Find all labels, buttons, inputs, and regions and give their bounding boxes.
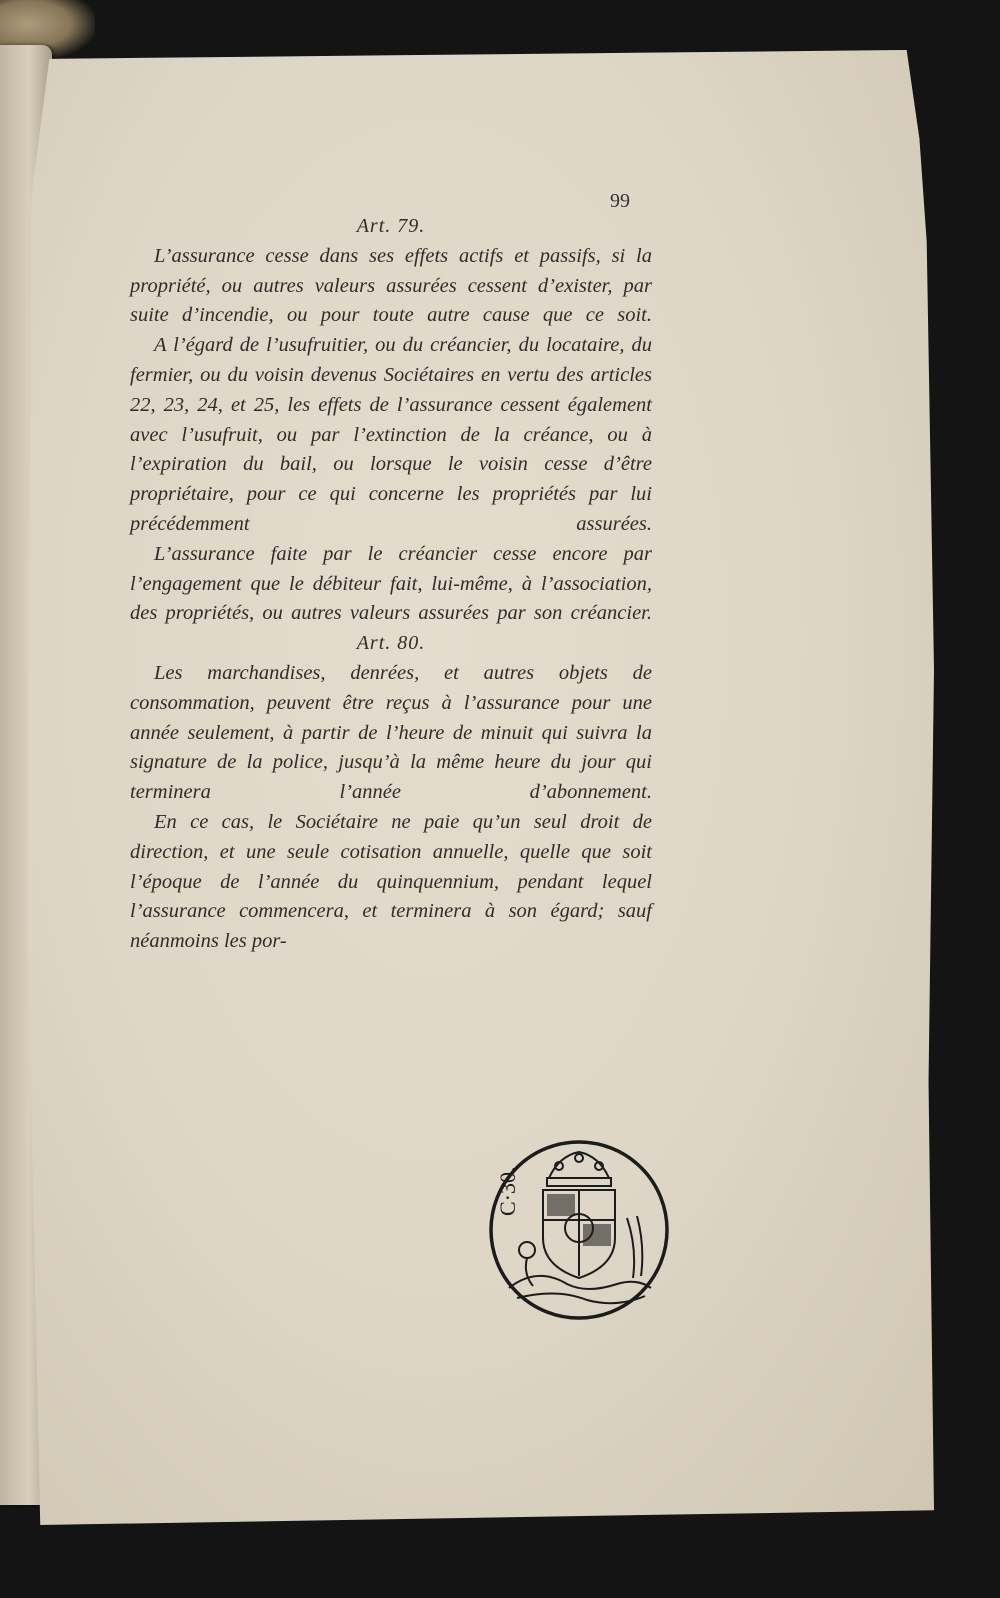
paragraph: L’assurance cesse dans ses effets actifs et passifs, si la propriété, ou autres valeurs assurées cessent d’exister, par suite d’incendie, ou pour toute autre cause que ce soit. (130, 244, 652, 327)
library-stamp-icon (487, 1138, 672, 1323)
page-number: 99 (610, 190, 630, 212)
paragraph: En ce cas, le Sociétaire ne paie qu’un seul droit de direction, et une seule cotisation annuelle, quelle que soit l’époque de l’année du quinquennium, pendant lequel l’assurance commencera, et terminera à son égard; sauf néanmoins les por- (130, 810, 652, 953)
paragraph: Les marchandises, denrées, et autres objets de consommation, peuvent être reçus à l’assurance pour une année seulement, à partir de l’heure de minuit qui suivra la signature de la police, jusqu’à la même heure du jour qui terminera l’année d’abonnement. (130, 661, 652, 804)
stamp-inscription: C·30. (495, 1166, 520, 1216)
article-heading: Art. 80. (356, 632, 426, 655)
paragraph: A l’égard de l’usufruitier, ou du créancier, du locataire, du fermier, ou du voisin devenus Sociétaires en vertu des articles 22, 23, 24, et 25, les effets de l’assurance cessent également avec l’usufruit, ou par l’extinction de la créance, ou à l’expiration du bail, ou lorsque le voisin cesse d’être propriétaire, pour ce qui concerne les propriétés par lui précédemment assurées. (130, 334, 652, 535)
article-heading: Art. 79. (356, 215, 426, 237)
paragraph: L’assurance faite par le créancier cesse encore par l’engagement que le débiteur fait, lui-même, à l’association, des propriétés, ou autres valeurs assurées par son créancier. (130, 542, 652, 625)
page-text (130, 212, 652, 957)
